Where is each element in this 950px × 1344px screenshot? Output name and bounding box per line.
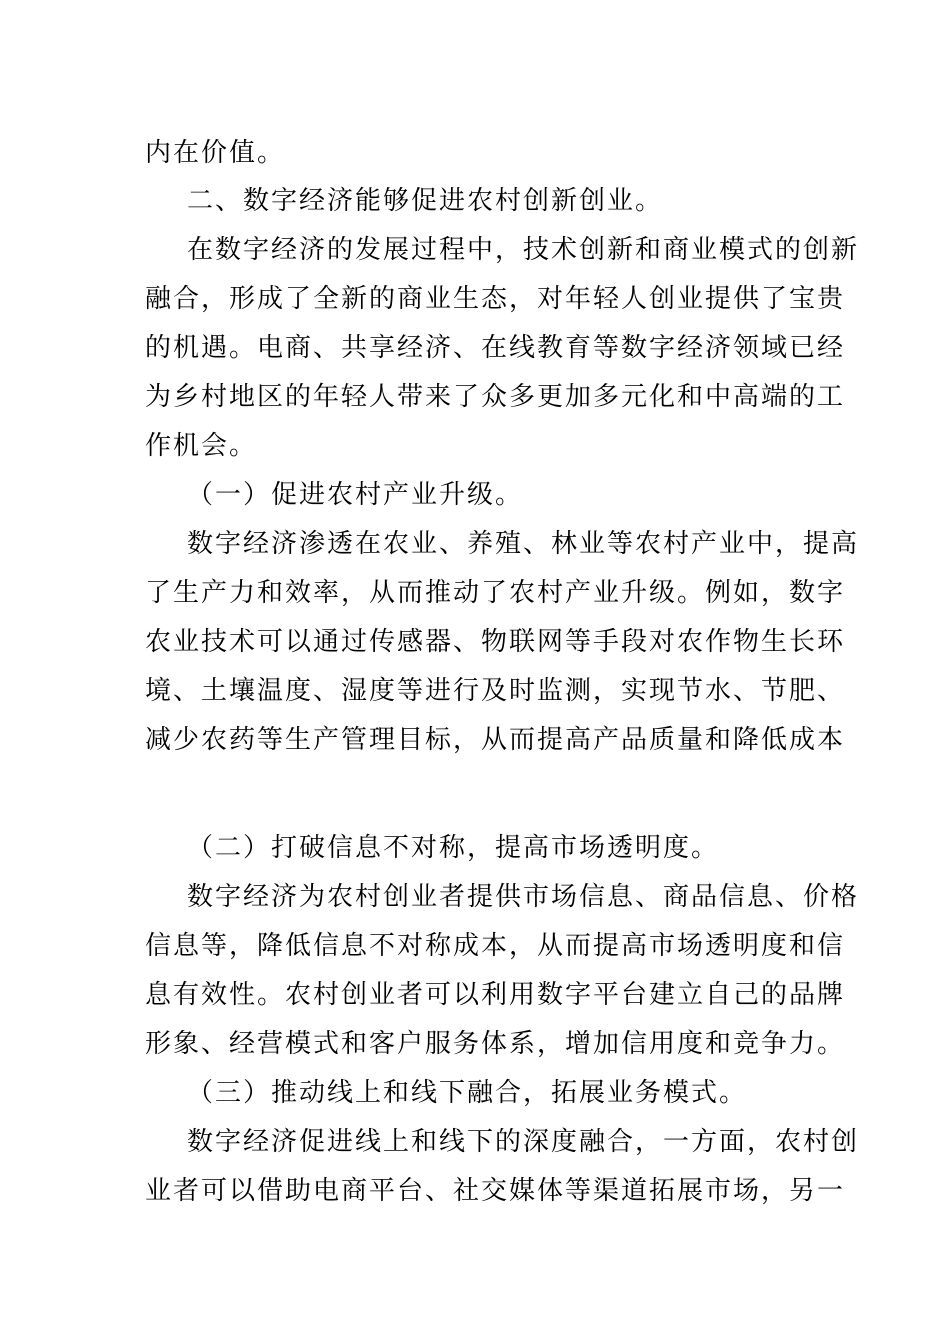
paragraph-line: 作机会。 bbox=[145, 431, 258, 461]
paragraph-line: 数字经济渗透在农业、养殖、林业等农村产业中，提高 bbox=[187, 529, 860, 559]
paragraph-line: 为乡村地区的年轻人带来了众多更加多元化和中高端的工 bbox=[145, 382, 846, 412]
paragraph-line: 在数字经济的发展过程中，技术创新和商业模式的创新 bbox=[187, 235, 860, 265]
paragraph-line: 业者可以借助电商平台、社交媒体等渠道拓展市场，另一 bbox=[145, 1176, 846, 1206]
paragraph-line: 数字经济促进线上和线下的深度融合，一方面，农村创 bbox=[187, 1127, 860, 1157]
subsection-heading: （三）推动线上和线下融合，拓展业务模式。 bbox=[187, 1078, 748, 1108]
section-heading: 二、数字经济能够促进农村创新创业。 bbox=[187, 186, 664, 216]
paragraph-line: 息有效性。农村创业者可以利用数字平台建立自己的品牌 bbox=[145, 980, 846, 1010]
paragraph-line: 信息等，降低信息不对称成本，从而提高市场透明度和信 bbox=[145, 931, 846, 961]
paragraph-line: 形象、经营模式和客户服务体系，增加信用度和竞争力。 bbox=[145, 1029, 846, 1059]
paragraph-line: 了生产力和效率，从而推动了农村产业升级。例如，数字 bbox=[145, 578, 846, 608]
subsection-heading: （二）打破信息不对称，提高市场透明度。 bbox=[187, 833, 720, 863]
paragraph-line: 减少农药等生产管理目标，从而提高产品质量和降低成本 bbox=[145, 725, 846, 755]
paragraph-line: 的机遇。电商、共享经济、在线教育等数字经济领域已经 bbox=[145, 333, 846, 363]
subsection-heading: （一）促进农村产业升级。 bbox=[187, 480, 524, 510]
paragraph-end-line: 内在价值。 bbox=[145, 138, 286, 168]
paragraph-line: 境、土壤温度、湿度等进行及时监测，实现节水、节肥、 bbox=[145, 676, 846, 706]
paragraph-line: 数字经济为农村创业者提供市场信息、商品信息、价格 bbox=[187, 882, 860, 912]
paragraph-line: 农业技术可以通过传感器、物联网等手段对农作物生长环 bbox=[145, 627, 846, 657]
paragraph-line: 融合，形成了全新的商业生态，对年轻人创业提供了宝贵 bbox=[145, 284, 846, 314]
